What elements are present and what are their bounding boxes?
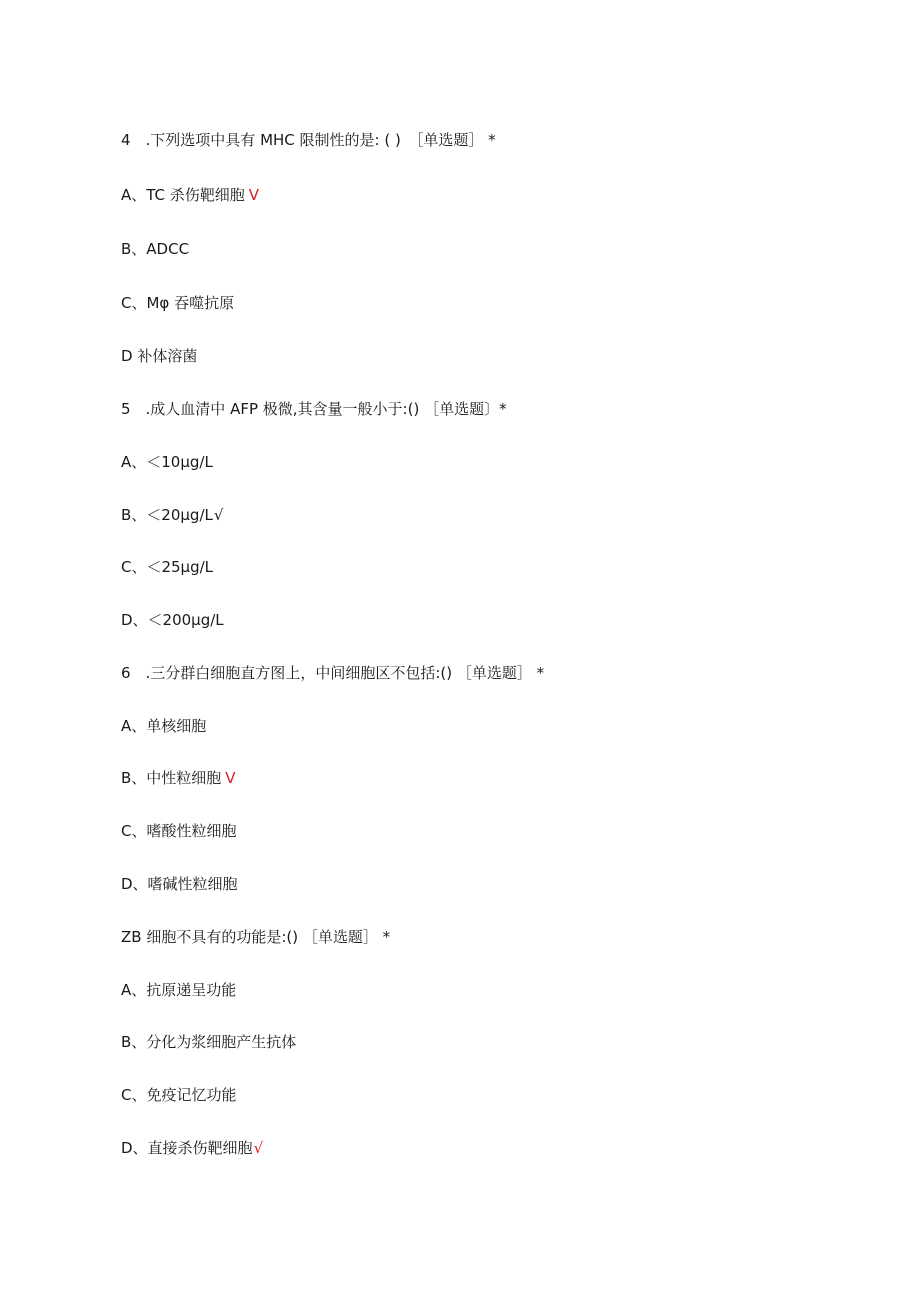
question-5-stem: 5 .成人血清中 AFP 极微,其含量一般小于:() ［单选题〕* <box>121 400 507 418</box>
correct-mark: √ <box>253 1139 264 1157</box>
option-text: D、嗜碱性粒细胞 <box>121 875 238 893</box>
option-7a[interactable] <box>121 980 236 1000</box>
option-7b[interactable] <box>121 1032 296 1052</box>
option-text: A、抗原递呈功能 <box>121 981 237 999</box>
option-text: C、嗜酸性粒细胞 <box>121 822 237 840</box>
option-5d[interactable] <box>121 610 224 630</box>
option-text: B、中性粒细胞 <box>121 769 222 787</box>
option-4d[interactable] <box>121 346 197 366</box>
option-6b[interactable] <box>121 768 236 788</box>
option-text: B、ADCC <box>121 240 190 258</box>
question-7-stem: ZB 细胞不具有的功能是:() ［单选题］ * <box>121 928 391 946</box>
option-6d[interactable] <box>121 874 238 894</box>
option-text: C、＜25μg∕L <box>121 558 214 576</box>
correct-mark: V <box>225 769 236 787</box>
option-text: C、免疫记忆功能 <box>121 1086 237 1104</box>
option-text: A、TC 杀伤靶细胞 <box>121 186 245 204</box>
option-6a[interactable] <box>121 716 206 736</box>
option-5c[interactable] <box>121 557 213 577</box>
option-text: A、＜10μg∕L <box>121 453 213 471</box>
option-4c[interactable] <box>121 293 234 313</box>
option-5a[interactable] <box>121 452 213 472</box>
option-text: B、＜20μg∕L <box>121 506 213 524</box>
option-4a[interactable] <box>121 185 259 205</box>
correct-mark: V <box>248 186 260 204</box>
option-4b[interactable] <box>121 239 189 259</box>
question-4-stem: 4 .下列选项中具有 MHC 限制性的是: ( ) ［单选题］ * <box>121 131 496 149</box>
option-text: D、直接杀伤靶细胞 <box>121 1139 253 1157</box>
option-6c[interactable] <box>121 821 236 841</box>
option-text: C、Mφ 吞噬抗原 <box>121 294 235 312</box>
option-5b[interactable] <box>121 505 223 525</box>
option-text: D、＜200μg∕L <box>121 611 224 629</box>
option-7c[interactable] <box>121 1085 236 1105</box>
correct-mark: √ <box>213 506 224 524</box>
option-text: D 补体溶菌 <box>121 347 198 365</box>
option-7d[interactable] <box>121 1138 263 1158</box>
option-text: B、分化为浆细胞产生抗体 <box>121 1033 297 1051</box>
option-text: A、单核细胞 <box>121 717 207 735</box>
question-6-stem: 6 .三分群白细胞直方图上，中间细胞区不包括:() ［单选题］ * <box>121 664 545 682</box>
